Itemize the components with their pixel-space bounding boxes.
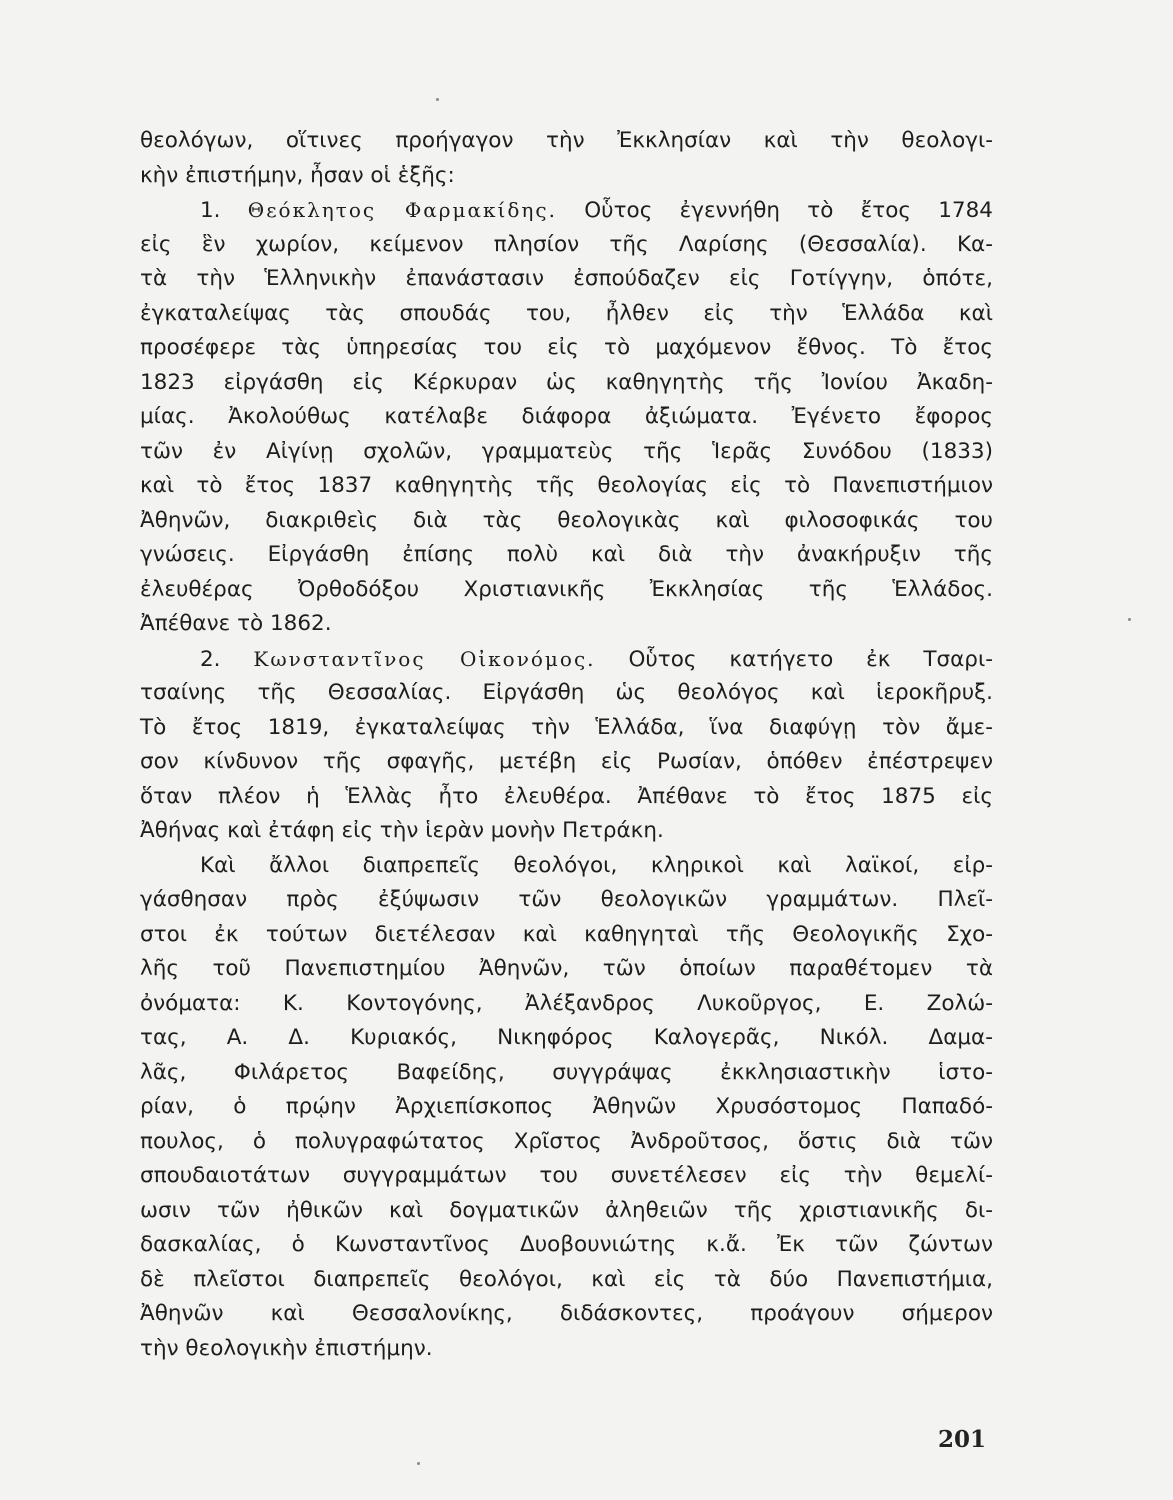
text-line: σπουδαιοτάτων συγγραμμάτων του συνετέλεσεν εἰς τὴν θεμελί- <box>140 1163 993 1188</box>
paper-speck <box>417 1462 420 1465</box>
entry-name: Κωνσταντῖνος Οἰκονόμος. <box>253 646 596 671</box>
text-line: εἰς ἓν χωρίον, κείμενον πλησίον τῆς Λαρίσης (Θεσσαλία). Κα- <box>140 231 993 257</box>
text-line: τὰ τὴν Ἑλληνικὴν ἐπανάστασιν ἐσπούδαζεν εἰς Γοτίγγην, ὁπότε, <box>140 266 993 291</box>
text-line: θεολόγων, οἵτινες προήγαγον τὴν Ἐκκλησίαν καὶ τὴν θεολογι- <box>140 128 993 153</box>
paper-speck <box>436 98 439 101</box>
entry-text: Οὗτος ἐγεννήθη τὸ ἔτος 1784 <box>584 198 993 223</box>
text-line: Καὶ ἄλλοι διαπρεπεῖς θεολόγοι, κληρικοὶ καὶ λαϊκοί, εἰρ- <box>200 852 993 878</box>
entry-number: 2. <box>200 646 221 672</box>
text-line: στοι ἐκ τούτων διετέλεσαν καὶ καθηγηταὶ τῆς Θεολογικῆς Σχο- <box>140 921 993 947</box>
text-line: καὶ τὸ ἔτος 1837 καθηγητὴς τῆς θεολογίας εἰς τὸ Πανεπιστήμιον <box>140 473 993 498</box>
text-line: Τὸ ἔτος 1819, ἐγκαταλείψας τὴν Ἑλλάδα, ἵνα διαφύγῃ τὸν ἄμε- <box>140 714 993 740</box>
text-line: δὲ πλεῖστοι διαπρεπεῖς θεολόγοι, καὶ εἰς τὰ δύο Πανεπιστήμια, <box>140 1266 993 1292</box>
numbered-entry-heading <box>140 193 993 228</box>
text-line: Ἀθηνῶν, διακριθεὶς διὰ τὰς θεολογικὰς καὶ φιλοσοφικάς του <box>140 507 993 533</box>
text-line: τσαίνης τῆς Θεσσαλίας. Εἰργάσθη ὡς θεολόγος καὶ ἱεροκῆρυξ. <box>140 680 993 705</box>
text-line: δασκαλίας, ὁ Κωνσταντῖνος Δυοβουνιώτης κ.ἄ. Ἐκ τῶν ζώντων <box>140 1232 993 1257</box>
text-line: 1823 εἰργάσθη εἰς Κέρκυραν ὡς καθηγητὴς τῆς Ἰονίου Ἀκαδη- <box>140 369 993 395</box>
text-line: ἐλευθέρας Ὀρθοδόξου Χριστιανικῆς Ἐκκλησίας τῆς Ἑλλάδος. <box>140 576 993 602</box>
numbered-entry-heading <box>140 642 993 677</box>
text-line: σον κίνδυνον τῆς σφαγῆς, μετέβη εἰς Ρωσίαν, ὁπόθεν ἐπέστρεψεν <box>140 749 993 774</box>
entry-text: Οὗτος κατήγετο ἐκ Τσαρι- <box>628 646 993 672</box>
text-line: Ἀθηνῶν καὶ Θεσσαλονίκης, διδάσκοντες, προάγουν σήμερον <box>140 1301 993 1326</box>
text-line: ὀνόματα: Κ. Κοντογόνης, Ἀλέξανδρος Λυκοῦργος, Ε. Ζολώ- <box>140 990 993 1016</box>
paper-speck <box>1128 618 1131 621</box>
text-line: τὴν θεολογικὴν ἐπιστήμην. <box>140 1335 433 1361</box>
text-line: τας, Α. Δ. Κυριακός, Νικηφόρος Καλογερᾶς, Νικόλ. Δαμα- <box>140 1025 993 1050</box>
entry-number: 1. <box>200 198 221 223</box>
text-line: τῶν ἐν Αἰγίνῃ σχολῶν, γραμματεὺς τῆς Ἱερᾶς Συνόδου (1833) <box>140 438 993 464</box>
text-line: μίας. Ἀκολούθως κατέλαβε διάφορα ἀξιώματα. Ἐγένετο ἔφορος <box>140 404 993 429</box>
text-line: προσέφερε τὰς ὑπηρεσίας του εἰς τὸ μαχόμενον ἔθνος. Τὸ ἔτος <box>140 335 993 360</box>
text-line: Ἀπέθανε τὸ 1862. <box>140 611 332 636</box>
text-line: ρίαν, ὁ πρῴην Ἀρχιεπίσκοπος Ἀθηνῶν Χρυσόστομος Παπαδό- <box>140 1094 993 1119</box>
text-line: πουλος, ὁ πολυγραφώτατος Χρῖστος Ἀνδροῦτσος, ὅστις διὰ τῶν <box>140 1128 993 1154</box>
text-line: Ἀθήνας καὶ ἐτάφη εἰς τὴν ἱερὰν μονὴν Πετράκη. <box>140 818 664 843</box>
text-line: λᾶς, Φιλάρετος Βαφείδης, συγγράψας ἐκκλησιαστικὴν ἱστο- <box>140 1059 993 1085</box>
text-line: ωσιν τῶν ἠθικῶν καὶ δογματικῶν ἀληθειῶν τῆς χριστιανικῆς δι- <box>140 1197 993 1223</box>
text-line: λῆς τοῦ Πανεπιστημίου Ἀθηνῶν, τῶν ὁποίων παραθέτομεν τὰ <box>140 956 993 981</box>
body-text <box>140 124 993 1366</box>
text-line: γάσθησαν πρὸς ἐξύψωσιν τῶν θεολογικῶν γραμμάτων. Πλεῖ- <box>140 887 993 912</box>
text-line: κὴν ἐπιστήμην, ἦσαν οἱ ἑξῆς: <box>140 162 455 188</box>
text-line: ὅταν πλέον ἡ Ἑλλὰς ἦτο ἐλευθέρα. Ἀπέθανε τὸ ἔτος 1875 εἰς <box>140 783 993 809</box>
text-line: γνώσεις. Εἰργάσθη ἐπίσης πολὺ καὶ διὰ τὴν ἀνακήρυξιν τῆς <box>140 542 993 567</box>
page-number: 201 <box>938 1426 987 1453</box>
text-line: ἐγκαταλείψας τὰς σπουδάς του, ἦλθεν εἰς τὴν Ἑλλάδα καὶ <box>140 300 993 326</box>
entry-name: Θεόκλητος Φαρμακίδης. <box>247 198 557 222</box>
